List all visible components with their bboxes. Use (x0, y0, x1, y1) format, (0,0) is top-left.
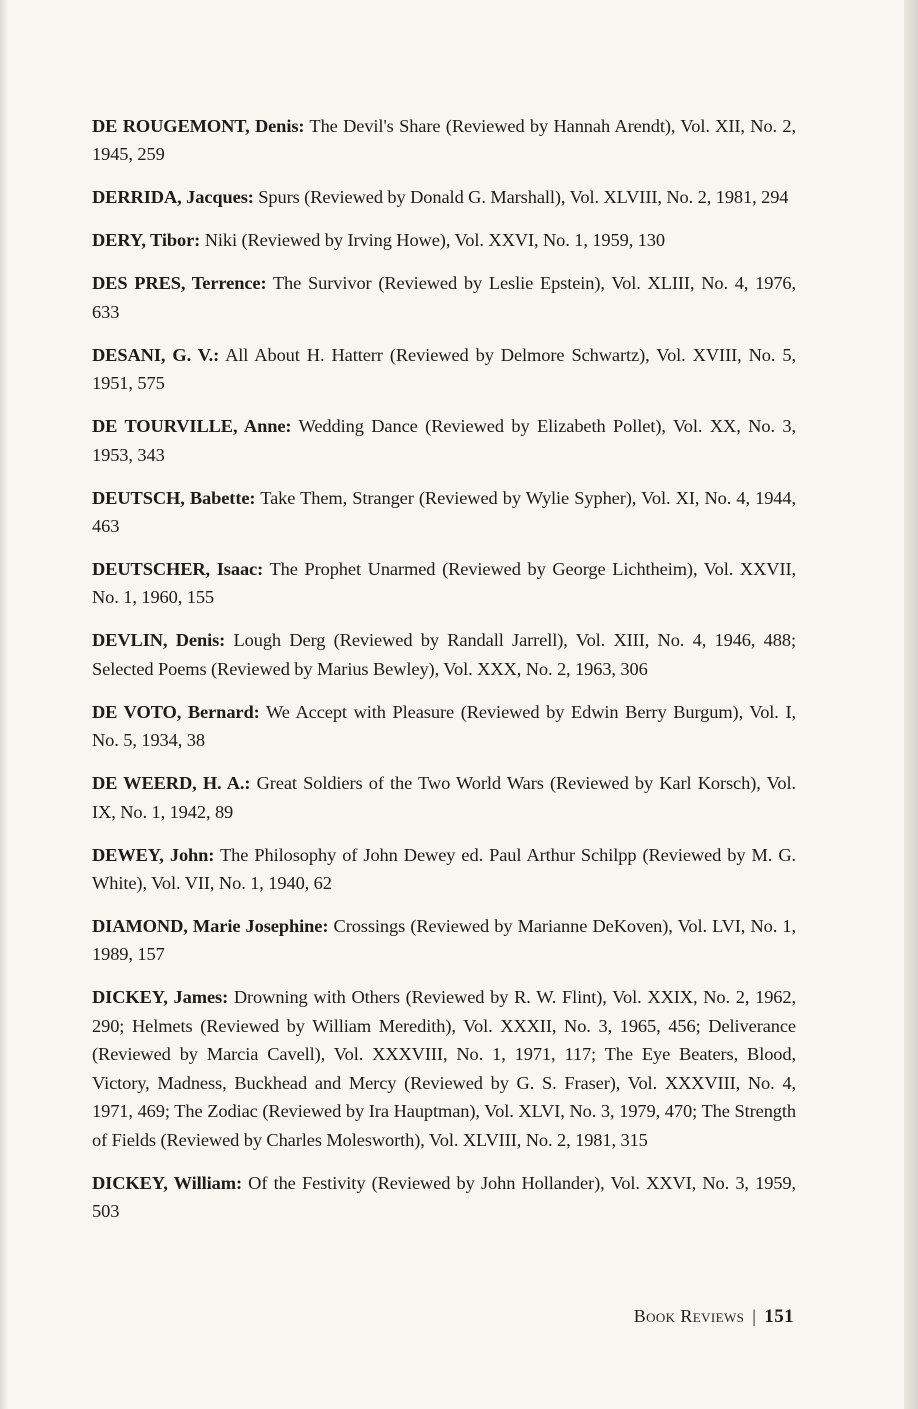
author-name: DE WEERD, H. A.: (92, 773, 251, 794)
entry-text: Great Soldiers of the Two World Wars (Reviewed by Karl Korsch), Vol. IX, No. 1, 1942, 89 (92, 773, 796, 822)
index-entry (92, 484, 796, 541)
entry-text: The Survivor (Reviewed by Leslie Epstein), Vol. XLIII, No. 4, 1976, 633 (92, 273, 797, 322)
author-name: DERY, Tibor: (92, 230, 201, 251)
author-name: DERRIDA, Jacques: (92, 187, 254, 208)
entry-text: Take Them, Stranger (Reviewed by Wylie Sypher), Vol. XI, No. 4, 1944, 463 (92, 487, 796, 537)
author-name: DEWEY, John: (92, 844, 215, 865)
author-name: DICKEY, James: (92, 987, 229, 1008)
entry-text: All About H. Hatterr (Reviewed by Delmore Schwartz), Vol. XVIII, No. 5, 1951, 575 (92, 344, 796, 394)
author-name: DEVLIN, Denis: (92, 630, 226, 651)
index-entry (92, 412, 796, 469)
index-entry (92, 183, 796, 211)
index-entry (92, 226, 796, 254)
index-entry (92, 555, 796, 612)
entry-text: The Philosophy of John Dewey ed. Paul Arthur Schilpp (Reviewed by M. G. White), Vol. VII, No. 1, 1940, 62 (92, 844, 797, 894)
section-title: Book Reviews (633, 1306, 745, 1326)
author-name: DEUTSCHER, Isaac: (92, 559, 264, 580)
entry-text: Crossings (Reviewed by Marianne DeKoven), Vol. LVI, No. 1, 1989, 157 (92, 916, 796, 965)
index-entry (92, 983, 796, 1153)
page-left-edge (0, 0, 8, 1409)
index-entries (92, 112, 796, 1240)
author-name: DESANI, G. V.: (92, 344, 220, 365)
author-name: DE ROUGEMONT, Denis: (92, 116, 305, 136)
page-right-edge (904, 0, 918, 1409)
index-entry (92, 269, 796, 326)
author-name: DE TOURVILLE, Anne: (92, 416, 292, 437)
author-name: DES PRES, Terrence: (92, 273, 267, 294)
page-number: 151 (764, 1306, 794, 1327)
index-entry (92, 769, 796, 826)
page-footer (634, 1303, 794, 1330)
entry-text: Niki (Reviewed by Irving Howe), Vol. XXVI, No. 1, 1959, 130 (200, 230, 665, 251)
index-entry (92, 626, 796, 683)
author-name: DICKEY, William: (92, 1172, 242, 1193)
footer-separator: | (752, 1306, 757, 1326)
entry-text: Spurs (Reviewed by Donald G. Marshall), Vol. XLVIII, No. 2, 1981, 294 (253, 187, 789, 208)
author-name: DIAMOND, Marie Josephine: (92, 916, 329, 937)
index-entry (92, 698, 796, 755)
index-entry (92, 1169, 796, 1226)
index-entry (92, 112, 796, 169)
entry-text: Drowning with Others (Reviewed by R. W. Flint), Vol. XXIX, No. 2, 1962, 290; Helmets (Reviewed by William Meredith), Vol. XXXII, No. 3, 1965, 456; Deliverance (Reviewed by Marcia Cavell), Vol. XXXVIII, No. 1, 1971, 117; The Eye Beaters, Blood, Victory, Madness, Buckhead and Mercy (Reviewed by G. S. Fraser), Vol. XXXVIII, No. 4, 1971, 469; The Zodiac (Reviewed by Ira Hauptman), Vol. XLVI, No. 3, 1979, 470; The Strength of Fields (Reviewed by Charles Molesworth), Vol. XLVIII, No. 2, 1981, 315 (92, 987, 796, 1150)
entry-text: Of the Festivity (Reviewed by John Hollander), Vol. XXVI, No. 3, 1959, 503 (92, 1172, 796, 1221)
author-name: DE VOTO, Bernard: (92, 701, 260, 722)
entry-text: Lough Derg (Reviewed by Randall Jarrell), Vol. XIII, No. 4, 1946, 488; Selected Poems (Reviewed by Marius Bewley), Vol. XXX, No. 2, 1963, 306 (92, 630, 796, 679)
entry-text: The Devil's Share (Reviewed by Hannah Arendt), Vol. XII, No. 2, 1945, 259 (92, 116, 796, 165)
index-entry (92, 341, 796, 398)
entry-text: The Prophet Unarmed (Reviewed by George Lichtheim), Vol. XXVII, No. 1, 1960, 155 (92, 559, 796, 608)
entry-text: Wedding Dance (Reviewed by Elizabeth Pollet), Vol. XX, No. 3, 1953, 343 (92, 416, 797, 465)
index-entry (92, 841, 796, 898)
author-name: DEUTSCH, Babette: (92, 487, 256, 508)
index-entry (92, 912, 796, 969)
entry-text: We Accept with Pleasure (Reviewed by Edwin Berry Burgum), Vol. I, No. 5, 1934, 38 (92, 701, 796, 751)
